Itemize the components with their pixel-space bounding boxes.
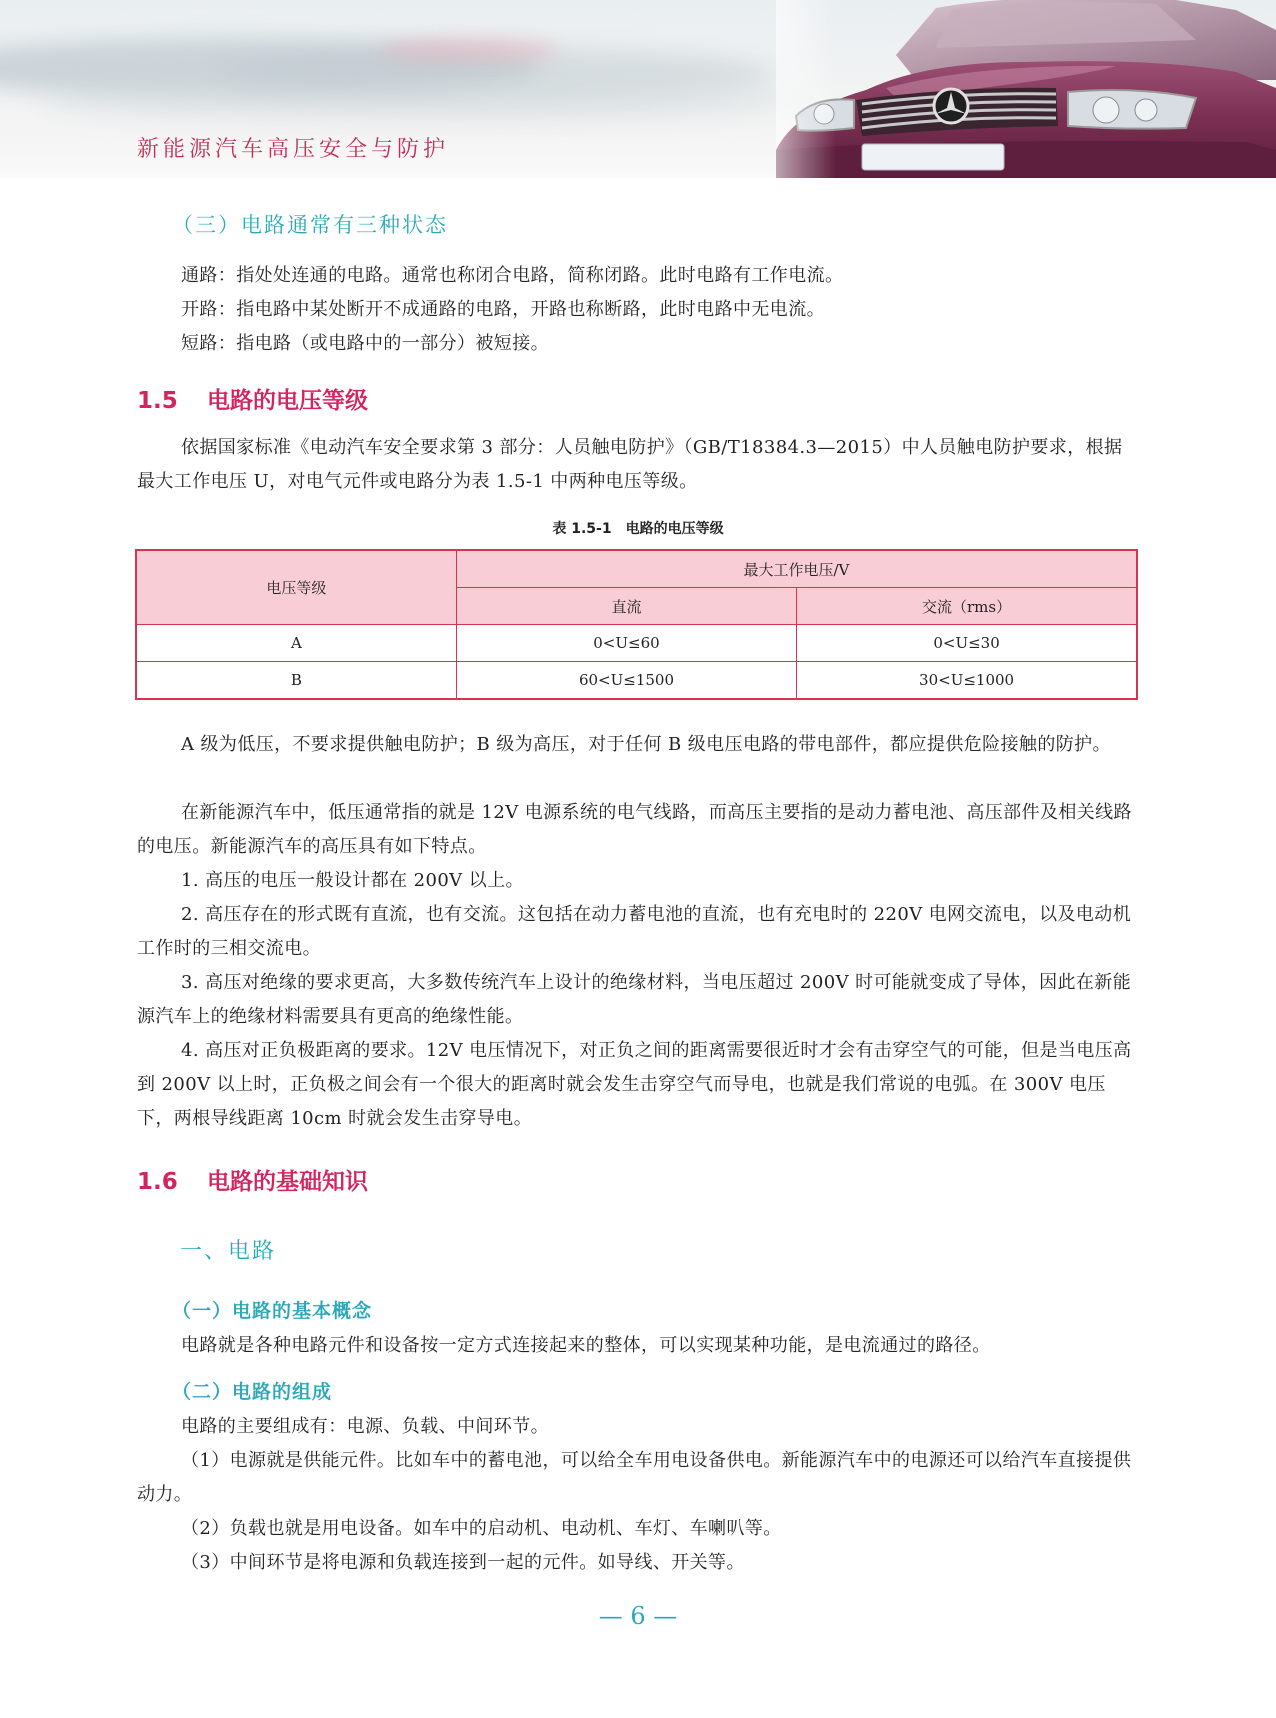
section-1-5-intro: 依据国家标准《电动汽车安全要求第 3 部分：人员触电防护》（GB/T18384.3—2015）中人员触电防护要求，根据最大工作电压 U，对电气元件或电路分为表 1.5-1 中两种电压等级。 <box>137 437 1123 492</box>
composition-heading: （二）电路的组成 <box>172 1381 333 1403</box>
table-row <box>136 625 1137 662</box>
feature-item-4: 4. 高压对正负极距离的要求。12V 电压情况下，对正负之间的距离需要很近时才会有击穿空气的可能，但是当电压高到 200V 以上时，正负极之间会有一个很大的距离时就会发生击穿空气而导电，也就是我们常说的电弧。在 300V 电压下，两根导线距离 10cm 时就会发生击穿导电。 <box>137 1040 1132 1129</box>
table-cell-dc: 0<U≤60 <box>456 625 796 662</box>
feature-item-1: 1. 高压的电压一般设计都在 200V 以上。 <box>181 870 524 891</box>
table-header-level: 电压等级 <box>136 550 456 625</box>
composition-line: （2）负载也就是用电设备。如车中的启动机、电动机、车灯、车喇叭等。 <box>181 1518 782 1539</box>
composition-line: 电路的主要组成有：电源、负载、中间环节。 <box>181 1416 549 1437</box>
table-cell-level: B <box>136 662 456 700</box>
table-header-dc: 直流 <box>456 588 796 625</box>
table-cell-ac: 30<U≤1000 <box>797 662 1137 700</box>
section-1-6-number: 1.6 <box>137 1169 178 1195</box>
table-cell-level: A <box>136 625 456 662</box>
table-header-max-voltage: 最大工作电压/V <box>456 550 1137 588</box>
states-heading: （三）电路通常有三种状态 <box>172 213 448 237</box>
section-1-5-heading <box>137 382 368 415</box>
state-line-open: 开路：指电路中某处断开不成通路的电路，开路也称断路，此时电路中无电流。 <box>181 299 825 320</box>
paragraph-voltage-levels: A 级为低压，不要求提供触电防护；B 级为高压，对于任何 B 级电压电路的带电部件，都应提供危险接触的防护。 <box>181 734 1111 755</box>
feature-item-3: 3. 高压对绝缘的要求更高，大多数传统汽车上设计的绝缘材料，当电压超过 200V 时可能就变成了导体，因此在新能源汽车上的绝缘材料需要具有更高的绝缘性能。 <box>137 972 1132 1027</box>
table-header-ac: 交流（rms） <box>797 588 1137 625</box>
page-header-banner <box>0 0 1276 178</box>
concept-text: 电路就是各种电路元件和设备按一定方式连接起来的整体，可以实现某种功能，是电流通过的路径。 <box>181 1335 991 1356</box>
table-row <box>136 662 1137 700</box>
mist-layer-3 <box>40 78 800 122</box>
state-line-short: 短路：指电路（或电路中的一部分）被短接。 <box>181 333 549 354</box>
composition-line: （1）电源就是供能元件。比如车中的蓄电池，可以给全车用电设备供电。新能源汽车中的电源还可以给汽车直接提供动力。 <box>137 1450 1132 1505</box>
section-1-6-heading <box>137 1163 368 1196</box>
table-caption: 表 1.5-1 电路的电压等级 <box>552 521 724 537</box>
voltage-level-table <box>135 549 1138 700</box>
subsection-circuit: 一、电路 <box>180 1239 277 1264</box>
car-image <box>776 0 1276 178</box>
pink-glow <box>380 38 560 62</box>
concept-heading: （一）电路的基本概念 <box>172 1300 373 1322</box>
header-title: 新能源汽车高压安全与防护 <box>137 137 450 162</box>
paragraph-nev-voltage: 在新能源汽车中，低压通常指的就是 12V 电源系统的电气线路，而高压主要指的是动力蓄电池、高压部件及相关线路的电压。新能源汽车的高压具有如下特点。 <box>137 802 1132 857</box>
page-number: — 6 — <box>598 1602 678 1630</box>
composition-line: （3）中间环节是将电源和负载连接到一起的元件。如导线、开关等。 <box>181 1552 745 1573</box>
table-cell-ac: 0<U≤30 <box>797 625 1137 662</box>
feature-item-2: 2. 高压存在的形式既有直流，也有交流。这包括在动力蓄电池的直流，也有充电时的 220V 电网交流电，以及电动机工作时的三相交流电。 <box>137 904 1132 959</box>
section-1-5-number: 1.5 <box>137 388 178 414</box>
state-line-closed: 通路：指处处连通的电路。通常也称闭合电路，简称闭路。此时电路有工作电流。 <box>181 265 844 286</box>
table-cell-dc: 60<U≤1500 <box>456 662 796 700</box>
section-1-6-title: 电路的基础知识 <box>207 1169 368 1195</box>
section-1-5-title: 电路的电压等级 <box>207 388 368 414</box>
